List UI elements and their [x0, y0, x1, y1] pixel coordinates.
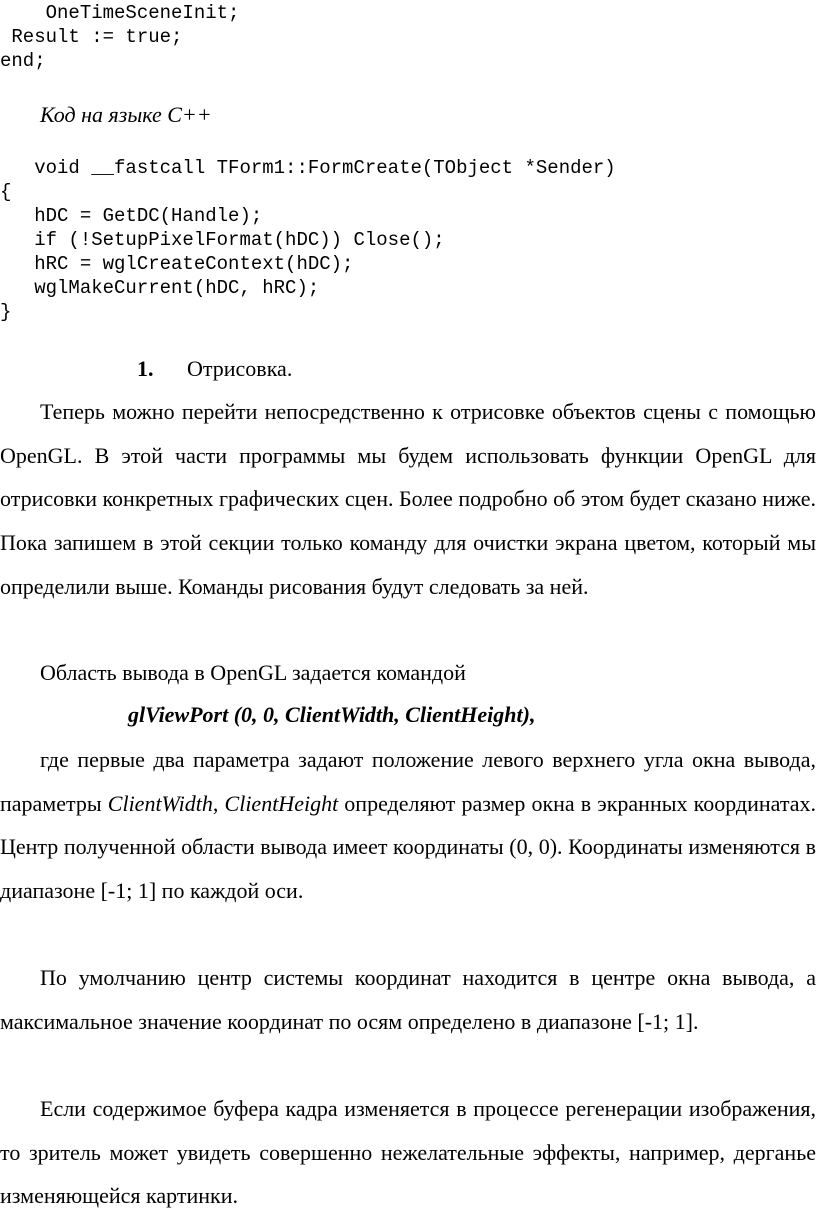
paragraph-default-center: По умолчанию центр системы координат находится в центре окна вывода, а максимальное значение координат по осям определено в диапазоне [-1; 1].: [0, 965, 816, 1034]
code-line: }: [0, 301, 12, 323]
code-line: if (!SetupPixelFormat(hDC)) Close();: [0, 229, 445, 251]
cpp-code-block: [0, 156, 616, 324]
code-line: wglMakeCurrent(hDC, hRC);: [0, 277, 320, 299]
section-title: Отрисовка.: [187, 356, 293, 381]
text-span: ,: [212, 790, 225, 816]
cpp-code-caption: Код на языке С++: [40, 102, 212, 127]
client-height-term: ClientHeight: [224, 790, 339, 816]
pascal-code-block: [0, 1, 239, 73]
code-line: OneTimeSceneInit;: [0, 2, 240, 24]
code-line: hRC = wglCreateContext(hDC);: [0, 253, 354, 275]
text-span: где первые два параметра задают положение левого верхнего угла окна вывода, параметры: [0, 747, 816, 816]
code-line: Result := true;: [0, 26, 183, 48]
text-span: определяют размер окна в экранных координатах. Центр полученной области вывода имеет координаты (0, 0). Координаты изменяются в диапазоне [-1; 1] по каждой оси.: [0, 790, 816, 904]
code-line: void __fastcall TForm1::FormCreate(TObject *Sender): [0, 157, 616, 179]
section-number: 1.: [137, 356, 154, 381]
paragraph-viewport-params: [0, 738, 816, 913]
code-line: end;: [0, 50, 46, 72]
code-line: {: [0, 181, 12, 203]
paragraph-frame-buffer: Если содержимое буфера кадра изменяется в процессе регенерации изображения, то зритель может увидеть совершенно нежелательные эффекты, например, дерганье изменяющейся картинки.: [0, 1096, 816, 1209]
paragraph-viewport-intro: Область вывода в OpenGL задается командой: [40, 660, 466, 685]
section-heading: [137, 355, 292, 383]
code-line: hDC = GetDC(Handle);: [0, 205, 263, 227]
paragraph-rendering-intro: Теперь можно перейти непосредственно к отрисовке объектов сцены с помощью OpenGL. В этой части программы мы будем использовать функции OpenGL для отрисовки конкретных графических сцен. Более подробно об этом будет сказано ниже. Пока запишем в этой секции только команду для очистки экрана цветом, который мы определили выше. Команды рисования будут следовать за ней.: [0, 399, 816, 599]
viewport-formula: glViewPort (0, 0, ClientWidth, ClientHeight),: [128, 702, 536, 727]
client-width-term: ClientWidth: [107, 790, 213, 816]
